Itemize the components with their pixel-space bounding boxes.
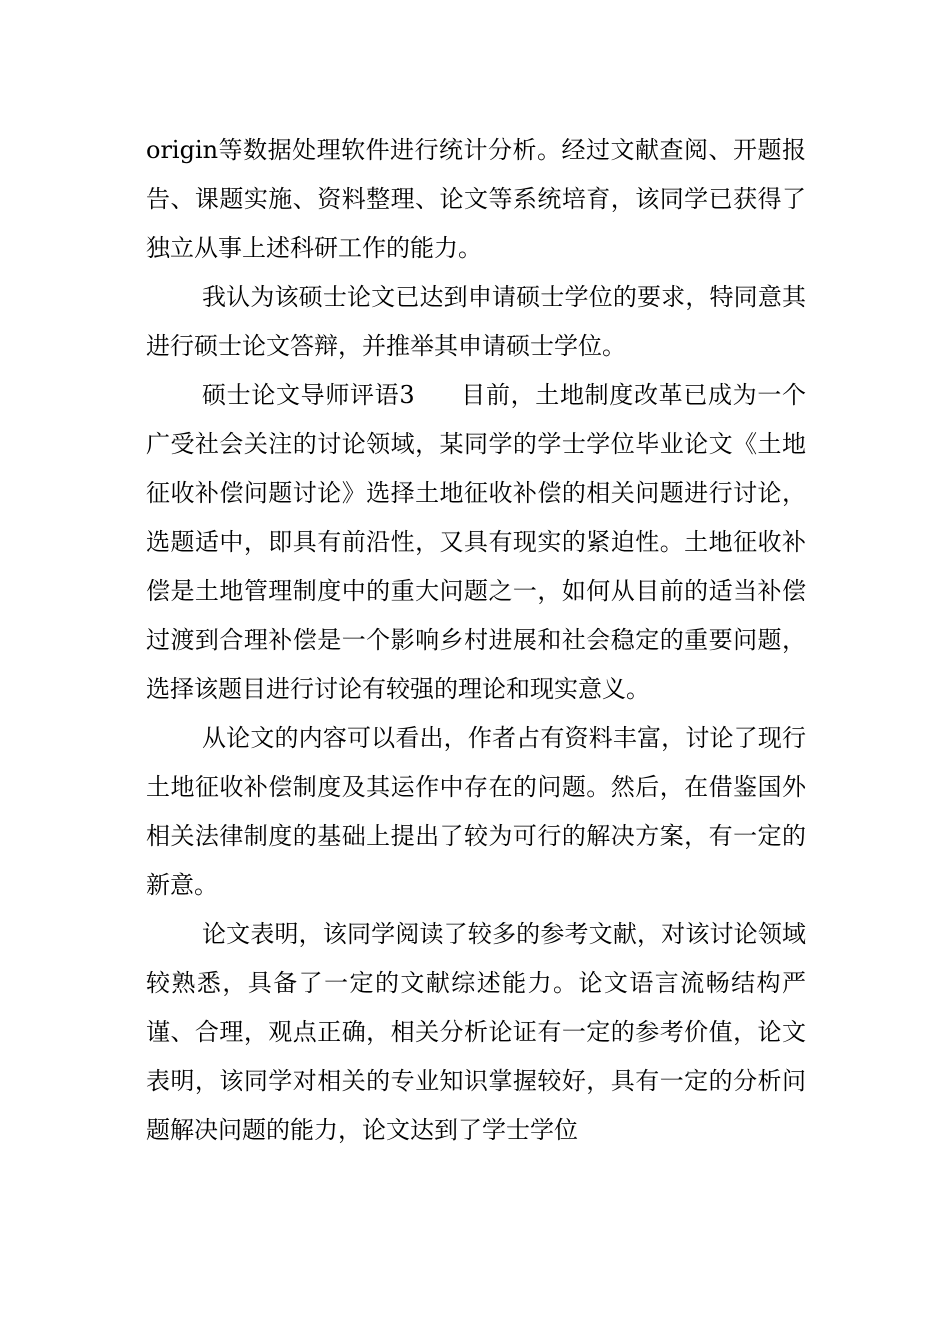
paragraph-2-text: 我认为该硕士论文已达到申请硕士学位的要求，特同意其进行硕士论文答辩，并推举其申请硕士学位。 xyxy=(146,283,806,360)
paragraph-3 xyxy=(146,371,806,714)
paragraph-1 xyxy=(146,126,806,273)
paragraph-5 xyxy=(146,910,806,1155)
document-body xyxy=(146,126,806,1155)
paragraph-4-text: 从论文的内容可以看出，作者占有资料丰富，讨论了现行土地征收补偿制度及其运作中存在的问题。然后，在借鉴国外相关法律制度的基础上提出了较为可行的解决方案，有一定的新意。 xyxy=(146,724,806,899)
paragraph-4 xyxy=(146,714,806,910)
paragraph-5-text: 论文表明，该同学阅读了较多的参考文献，对该讨论领域较熟悉，具备了一定的文献综述能力。论文语言流畅结构严谨、合理，观点正确，相关分析论证有一定的参考价值，论文表明，该同学对相关的专业知识掌握较好，具有一定的分析问题解决问题的能力，论文达到了学士学位 xyxy=(146,920,806,1144)
paragraph-2 xyxy=(146,273,806,371)
paragraph-3-text: 目前，土地制度改革已成为一个广受社会关注的讨论领域，某同学的学士学位毕业论文《土地征收补偿问题讨论》选择土地征收补偿的相关问题进行讨论，选题适中，即具有前沿性，又具有现实的紧迫性。土地征收补偿是土地管理制度中的重大问题之一，如何从目前的适当补偿过渡到合理补偿是一个影响乡村进展和社会稳定的重要问题，选择该题目进行讨论有较强的理论和现实意义。 xyxy=(146,381,806,703)
paragraph-1-text: origin等数据处理软件进行统计分析。经过文献查阅、开题报告、课题实施、资料整理、论文等系统培育，该同学已获得了独立从事上述科研工作的能力。 xyxy=(146,136,806,262)
section-heading: 硕士论文导师评语3 xyxy=(202,381,415,409)
